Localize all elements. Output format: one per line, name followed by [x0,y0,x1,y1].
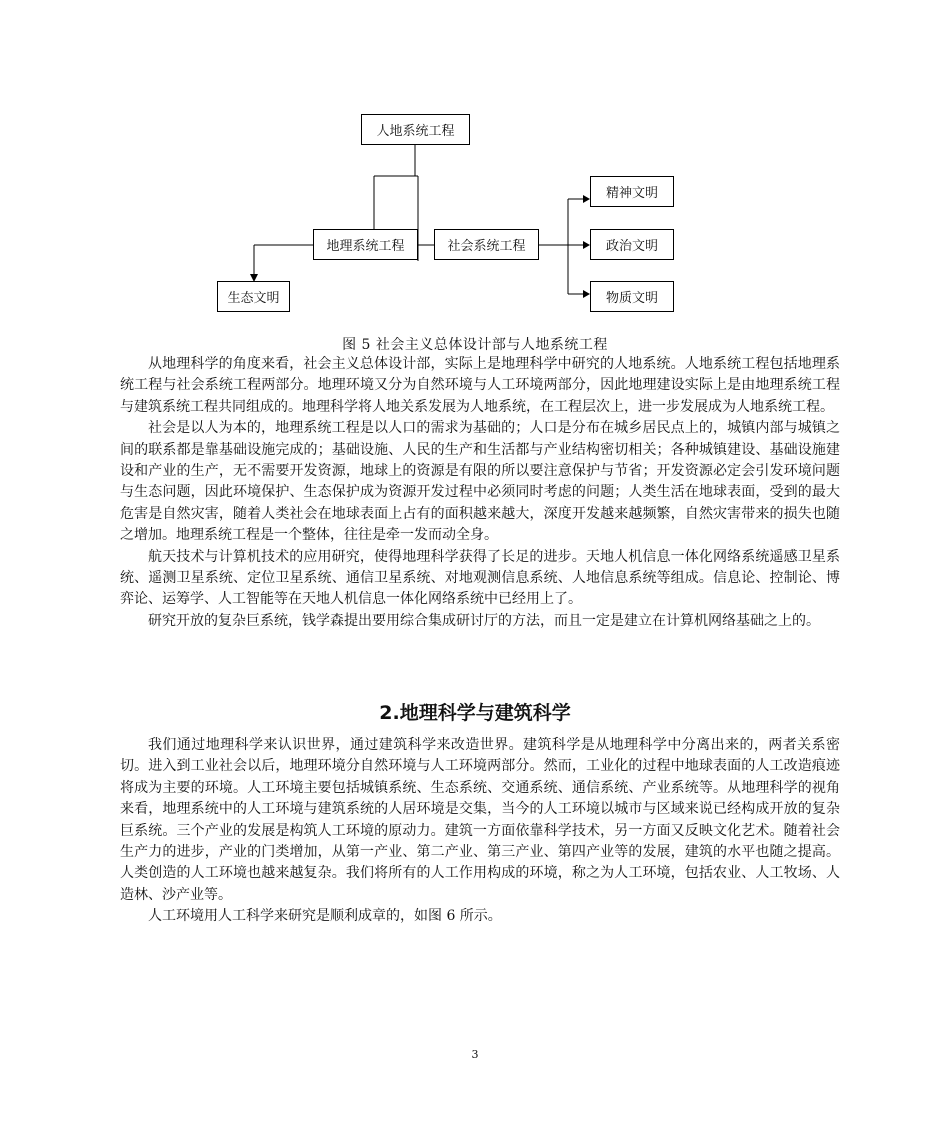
node-root: 人地系统工程 [361,114,470,145]
paragraph: 人工环境用人工科学来研究是顺利成章的，如图 6 所示。 [148,908,502,925]
node-spiritual-civilization: 精神文明 [590,176,674,207]
figure-caption: 图 5 社会主义总体设计部与人地系统工程 [342,337,608,353]
body-text-before [120,354,840,632]
node-social-system: 社会系统工程 [434,229,539,260]
node-geo-system: 地理系统工程 [313,229,418,260]
node-eco-civilization: 生态文明 [217,281,290,312]
body-text-after [120,735,840,928]
paragraph: 我们通过地理科学来认识世界，通过建筑科学来改造世界。建筑科学是从地理科学中分离出来的，两者关系密切。进入到工业社会以后，地理环境分自然环境与人工环境两部分。然而，工业化的过程中地球表面的人工改造痕迹将成为主要的环境。人工环境主要包括城镇系统、生态系统、交通系统、通信系统、产业系统等。从地理科学的视角来看，地理系统中的人工环境与建筑系统的人居环境是交集，当今的人工环境以城市与区域来说已经构成开放的复杂巨系统。三个产业的发展是构筑人工环境的原动力。建筑一方面依靠科学技术，另一方面又反映文化艺术。随着社会生产力的进步，产业的门类增加，从第一产业、第二产业、第三产业、第四产业等的发展，建筑的水平也随之提高。人类创造的人工环境也越来越复杂。我们将所有的人工作用构成的环境，称之为人工环境，包括农业、人工牧场、人造林、沙产业等。 [120,737,840,903]
paragraph: 社会是以人为本的，地理系统工程是以人口的需求为基础的；人口是分布在城乡居民点上的，城镇内部与城镇之间的联系都是靠基础设施完成的；基础设施、人民的生产和生活都与产业结构密切相关；各种城镇建设、基础设施建设和产业的生产，无不需要开发资源，地球上的资源是有限的所以要注意保护与节省；开发资源必定会引发环境问题与生态问题，因此环境保护、生态保护成为资源开发过程中必须同时考虑的问题；人类生活在地球表面，受到的最大危害是自然灾害，随着人类社会在地球表面上占有的面积越来越大，深度开发越来越频繁，自然灾害带来的损失也随之增加。地理系统工程是一个整体，往往是牵一发而动全身。 [120,420,840,544]
diagram-connectors [0,0,950,330]
paragraph: 从地理科学的角度来看，社会主义总体设计部，实际上是地理科学中研究的人地系统。人地系统工程包括地理系统工程与社会系统工程两部分。地理环境又分为自然环境与人工环境两部分，因此地理建设实际上是由地理系统工程与建筑系统工程共同组成的。地理科学将人地关系发展为人地系统，在工程层次上，进一步发展成为人地系统工程。 [120,356,840,415]
node-political-civilization: 政治文明 [590,229,674,260]
node-material-civilization: 物质文明 [590,281,674,312]
section-title: 2.地理科学与建筑科学 [379,702,571,724]
paragraph: 航天技术与计算机技术的应用研究，使得地理科学获得了长足的进步。天地人机信息一体化网络系统遥感卫星系统、遥测卫星系统、定位卫星系统、通信卫星系统、对地观测信息系统、人地信息系统等组成。信息论、控制论、博弈论、运筹学、人工智能等在天地人机信息一体化网络系统中已经用上了。 [120,548,840,608]
figure-5-diagram [0,0,950,330]
page-number: 3 [471,1048,479,1061]
paragraph: 研究开放的复杂巨系统，钱学森提出要用综合集成研讨厅的方法，而且一定是建立在计算机网络基础之上的。 [148,612,820,629]
